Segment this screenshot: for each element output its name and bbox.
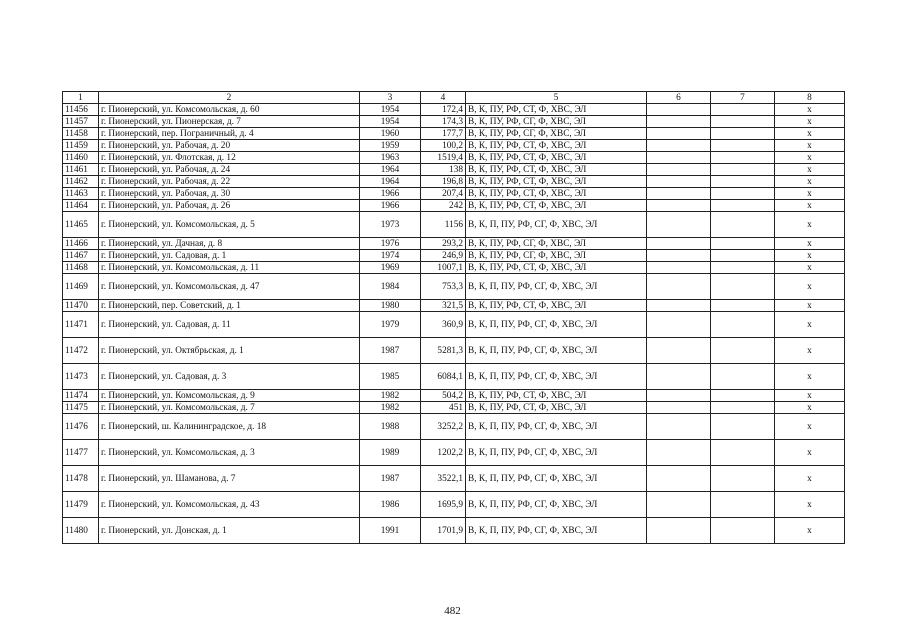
cell-col-6 (647, 466, 711, 492)
header-col-8: 8 (775, 92, 845, 104)
cell-area: 246,9 (421, 250, 466, 262)
cell-row-number: 11475 (63, 402, 99, 414)
cell-col-6 (647, 116, 711, 128)
cell-col-6 (647, 188, 711, 200)
cell-works: В, К, П, ПУ, РФ, СГ, Ф, ХВС, ЭЛ (466, 312, 647, 338)
cell-works: В, К, П, ПУ, РФ, СГ, Ф, ХВС, ЭЛ (466, 212, 647, 238)
cell-col-7 (711, 402, 775, 414)
table-row (63, 466, 845, 492)
cell-col-7 (711, 140, 775, 152)
cell-year: 1985 (360, 364, 421, 390)
cell-col-6 (647, 492, 711, 518)
cell-row-number: 11458 (63, 128, 99, 140)
cell-col-6 (647, 440, 711, 466)
cell-address: г. Пионерский, пер. Советский, д. 1 (99, 300, 360, 312)
cell-mark: х (775, 312, 845, 338)
cell-address: г. Пионерский, ул. Комсомольская, д. 43 (99, 492, 360, 518)
cell-row-number: 11464 (63, 200, 99, 212)
cell-col-7 (711, 188, 775, 200)
cell-col-7 (711, 176, 775, 188)
table-row (63, 402, 845, 414)
cell-row-number: 11465 (63, 212, 99, 238)
cell-mark: х (775, 338, 845, 364)
cell-works: В, К, ПУ, РФ, СТ, Ф, ХВС, ЭЛ (466, 152, 647, 164)
cell-mark: х (775, 212, 845, 238)
cell-mark: х (775, 250, 845, 262)
cell-col-6 (647, 164, 711, 176)
cell-col-6 (647, 104, 711, 116)
cell-row-number: 11459 (63, 140, 99, 152)
cell-year: 1986 (360, 492, 421, 518)
cell-row-number: 11456 (63, 104, 99, 116)
cell-row-number: 11473 (63, 364, 99, 390)
cell-col-7 (711, 364, 775, 390)
cell-col-6 (647, 312, 711, 338)
cell-col-6 (647, 300, 711, 312)
cell-col-6 (647, 402, 711, 414)
table-row (63, 152, 845, 164)
cell-year: 1974 (360, 250, 421, 262)
cell-row-number: 11467 (63, 250, 99, 262)
cell-mark: х (775, 402, 845, 414)
cell-row-number: 11470 (63, 300, 99, 312)
cell-mark: х (775, 390, 845, 402)
cell-row-number: 11478 (63, 466, 99, 492)
table-row (63, 140, 845, 152)
cell-mark: х (775, 176, 845, 188)
cell-year: 1987 (360, 338, 421, 364)
header-col-2: 2 (99, 92, 360, 104)
cell-col-7 (711, 466, 775, 492)
cell-mark: х (775, 518, 845, 544)
cell-col-7 (711, 262, 775, 274)
table-row (63, 212, 845, 238)
cell-col-7 (711, 390, 775, 402)
cell-col-6 (647, 176, 711, 188)
cell-row-number: 11468 (63, 262, 99, 274)
cell-area: 5281,3 (421, 338, 466, 364)
cell-area: 321,5 (421, 300, 466, 312)
cell-year: 1959 (360, 140, 421, 152)
cell-year: 1976 (360, 238, 421, 250)
cell-mark: х (775, 140, 845, 152)
cell-year: 1964 (360, 176, 421, 188)
cell-address: г. Пионерский, ул. Садовая, д. 11 (99, 312, 360, 338)
cell-area: 3252,2 (421, 414, 466, 440)
cell-col-6 (647, 238, 711, 250)
cell-year: 1980 (360, 300, 421, 312)
cell-area: 1695,9 (421, 492, 466, 518)
cell-works: В, К, П, ПУ, РФ, СГ, Ф, ХВС, ЭЛ (466, 492, 647, 518)
cell-address: г. Пионерский, ул. Пионерская, д. 7 (99, 116, 360, 128)
cell-works: В, К, ПУ, РФ, СГ, Ф, ХВС, ЭЛ (466, 250, 647, 262)
cell-row-number: 11477 (63, 440, 99, 466)
cell-address: г. Пионерский, ул. Дачная, д. 8 (99, 238, 360, 250)
cell-col-6 (647, 338, 711, 364)
cell-works: В, К, П, ПУ, РФ, СГ, Ф, ХВС, ЭЛ (466, 440, 647, 466)
header-col-6: 6 (647, 92, 711, 104)
cell-mark: х (775, 238, 845, 250)
cell-col-7 (711, 312, 775, 338)
cell-col-7 (711, 250, 775, 262)
cell-year: 1966 (360, 200, 421, 212)
cell-works: В, К, ПУ, РФ, СТ, Ф, ХВС, ЭЛ (466, 262, 647, 274)
cell-mark: х (775, 116, 845, 128)
table-row (63, 440, 845, 466)
cell-mark: х (775, 300, 845, 312)
cell-row-number: 11469 (63, 274, 99, 300)
cell-mark: х (775, 466, 845, 492)
table-row (63, 364, 845, 390)
cell-works: В, К, П, ПУ, РФ, СГ, Ф, ХВС, ЭЛ (466, 274, 647, 300)
cell-year: 1988 (360, 414, 421, 440)
cell-year: 1973 (360, 212, 421, 238)
table-header-row (63, 92, 845, 104)
cell-area: 360,9 (421, 312, 466, 338)
cell-address: г. Пионерский, пер. Пограничный, д. 4 (99, 128, 360, 140)
cell-works: В, К, ПУ, РФ, СТ, Ф, ХВС, ЭЛ (466, 390, 647, 402)
cell-area: 100,2 (421, 140, 466, 152)
cell-works: В, К, ПУ, РФ, СТ, Ф, ХВС, ЭЛ (466, 402, 647, 414)
cell-col-7 (711, 152, 775, 164)
cell-area: 504,2 (421, 390, 466, 402)
cell-address: г. Пионерский, ул. Садовая, д. 3 (99, 364, 360, 390)
cell-address: г. Пионерский, ул. Рабочая, д. 24 (99, 164, 360, 176)
cell-area: 196,8 (421, 176, 466, 188)
cell-row-number: 11479 (63, 492, 99, 518)
cell-col-6 (647, 390, 711, 402)
cell-works: В, К, П, ПУ, РФ, СГ, Ф, ХВС, ЭЛ (466, 338, 647, 364)
table-row (63, 164, 845, 176)
table-row (63, 250, 845, 262)
cell-col-6 (647, 414, 711, 440)
cell-mark: х (775, 188, 845, 200)
header-col-7: 7 (711, 92, 775, 104)
table-row (63, 338, 845, 364)
cell-col-6 (647, 250, 711, 262)
cell-area: 207,4 (421, 188, 466, 200)
cell-year: 1991 (360, 518, 421, 544)
cell-area: 293,2 (421, 238, 466, 250)
cell-works: В, К, ПУ, РФ, СТ, Ф, ХВС, ЭЛ (466, 176, 647, 188)
cell-year: 1982 (360, 390, 421, 402)
cell-col-6 (647, 262, 711, 274)
cell-area: 3522,1 (421, 466, 466, 492)
table-row (63, 200, 845, 212)
cell-area: 138 (421, 164, 466, 176)
cell-works: В, К, ПУ, РФ, СТ, Ф, ХВС, ЭЛ (466, 188, 647, 200)
cell-mark: х (775, 200, 845, 212)
cell-year: 1969 (360, 262, 421, 274)
cell-works: В, К, ПУ, РФ, СТ, Ф, ХВС, ЭЛ (466, 140, 647, 152)
cell-works: В, К, П, ПУ, РФ, СГ, Ф, ХВС, ЭЛ (466, 364, 647, 390)
table-row (63, 390, 845, 402)
cell-row-number: 11480 (63, 518, 99, 544)
cell-mark: х (775, 414, 845, 440)
table-row (63, 238, 845, 250)
cell-area: 451 (421, 402, 466, 414)
cell-col-7 (711, 492, 775, 518)
cell-address: г. Пионерский, ул. Комсомольская, д. 9 (99, 390, 360, 402)
cell-row-number: 11460 (63, 152, 99, 164)
cell-year: 1989 (360, 440, 421, 466)
cell-address: г. Пионерский, ул. Рабочая, д. 20 (99, 140, 360, 152)
cell-area: 1156 (421, 212, 466, 238)
cell-address: г. Пионерский, ул. Донская, д. 1 (99, 518, 360, 544)
cell-area: 172,4 (421, 104, 466, 116)
housing-register-table (62, 91, 845, 544)
cell-address: г. Пионерский, ш. Калининградское, д. 18 (99, 414, 360, 440)
cell-address: г. Пионерский, ул. Рабочая, д. 30 (99, 188, 360, 200)
table-row (63, 188, 845, 200)
cell-col-7 (711, 274, 775, 300)
cell-year: 1979 (360, 312, 421, 338)
cell-mark: х (775, 152, 845, 164)
cell-area: 1519,4 (421, 152, 466, 164)
cell-col-7 (711, 164, 775, 176)
cell-col-7 (711, 212, 775, 238)
cell-col-6 (647, 128, 711, 140)
cell-area: 753,3 (421, 274, 466, 300)
cell-year: 1966 (360, 188, 421, 200)
cell-works: В, К, ПУ, РФ, СТ, Ф, ХВС, ЭЛ (466, 164, 647, 176)
cell-col-7 (711, 518, 775, 544)
cell-address: г. Пионерский, ул. Садовая, д. 1 (99, 250, 360, 262)
cell-col-6 (647, 518, 711, 544)
cell-address: г. Пионерский, ул. Октябрьская, д. 1 (99, 338, 360, 364)
cell-mark: х (775, 492, 845, 518)
cell-year: 1963 (360, 152, 421, 164)
cell-address: г. Пионерский, ул. Комсомольская, д. 60 (99, 104, 360, 116)
cell-col-6 (647, 140, 711, 152)
cell-works: В, К, ПУ, РФ, СГ, Ф, ХВС, ЭЛ (466, 116, 647, 128)
cell-mark: х (775, 164, 845, 176)
table-row (63, 262, 845, 274)
cell-works: В, К, ПУ, РФ, СГ, Ф, ХВС, ЭЛ (466, 128, 647, 140)
cell-mark: х (775, 364, 845, 390)
cell-col-7 (711, 104, 775, 116)
cell-area: 1007,1 (421, 262, 466, 274)
cell-area: 177,7 (421, 128, 466, 140)
table-row (63, 492, 845, 518)
table-row (63, 274, 845, 300)
cell-mark: х (775, 262, 845, 274)
cell-works: В, К, П, ПУ, РФ, СГ, Ф, ХВС, ЭЛ (466, 414, 647, 440)
cell-year: 1954 (360, 116, 421, 128)
table-row (63, 300, 845, 312)
cell-col-6 (647, 212, 711, 238)
table-row (63, 518, 845, 544)
cell-area: 242 (421, 200, 466, 212)
cell-area: 1202,2 (421, 440, 466, 466)
cell-address: г. Пионерский, ул. Флотская, д. 12 (99, 152, 360, 164)
cell-row-number: 11463 (63, 188, 99, 200)
table-row (63, 104, 845, 116)
cell-col-7 (711, 200, 775, 212)
cell-mark: х (775, 274, 845, 300)
cell-col-6 (647, 274, 711, 300)
cell-year: 1954 (360, 104, 421, 116)
cell-col-7 (711, 440, 775, 466)
table-row (63, 312, 845, 338)
table-row (63, 176, 845, 188)
cell-mark: х (775, 440, 845, 466)
cell-works: В, К, П, ПУ, РФ, СГ, Ф, ХВС, ЭЛ (466, 466, 647, 492)
cell-col-7 (711, 414, 775, 440)
cell-year: 1960 (360, 128, 421, 140)
cell-address: г. Пионерский, ул. Рабочая, д. 26 (99, 200, 360, 212)
cell-works: В, К, ПУ, РФ, СГ, Ф, ХВС, ЭЛ (466, 238, 647, 250)
cell-col-7 (711, 238, 775, 250)
cell-works: В, К, ПУ, РФ, СТ, Ф, ХВС, ЭЛ (466, 200, 647, 212)
cell-col-6 (647, 364, 711, 390)
cell-address: г. Пионерский, ул. Комсомольская, д. 5 (99, 212, 360, 238)
cell-row-number: 11471 (63, 312, 99, 338)
cell-col-7 (711, 116, 775, 128)
header-col-5: 5 (466, 92, 647, 104)
cell-year: 1982 (360, 402, 421, 414)
cell-row-number: 11462 (63, 176, 99, 188)
cell-col-7 (711, 338, 775, 364)
cell-area: 1701,9 (421, 518, 466, 544)
cell-address: г. Пионерский, ул. Комсомольская, д. 11 (99, 262, 360, 274)
cell-year: 1984 (360, 274, 421, 300)
cell-mark: х (775, 128, 845, 140)
cell-year: 1964 (360, 164, 421, 176)
cell-address: г. Пионерский, ул. Комсомольская, д. 47 (99, 274, 360, 300)
cell-works: В, К, ПУ, РФ, СТ, Ф, ХВС, ЭЛ (466, 300, 647, 312)
cell-col-7 (711, 128, 775, 140)
cell-works: В, К, П, ПУ, РФ, СГ, Ф, ХВС, ЭЛ (466, 518, 647, 544)
cell-address: г. Пионерский, ул. Шаманова, д. 7 (99, 466, 360, 492)
cell-row-number: 11476 (63, 414, 99, 440)
cell-mark: х (775, 104, 845, 116)
header-col-4: 4 (421, 92, 466, 104)
table-row (63, 116, 845, 128)
cell-row-number: 11466 (63, 238, 99, 250)
cell-col-6 (647, 200, 711, 212)
cell-col-6 (647, 152, 711, 164)
cell-address: г. Пионерский, ул. Комсомольская, д. 3 (99, 440, 360, 466)
cell-row-number: 11457 (63, 116, 99, 128)
table-row (63, 414, 845, 440)
cell-area: 6084,1 (421, 364, 466, 390)
table-row (63, 128, 845, 140)
cell-area: 174,3 (421, 116, 466, 128)
cell-row-number: 11472 (63, 338, 99, 364)
cell-address: г. Пионерский, ул. Рабочая, д. 22 (99, 176, 360, 188)
cell-row-number: 11474 (63, 390, 99, 402)
cell-works: В, К, ПУ, РФ, СТ, Ф, ХВС, ЭЛ (466, 104, 647, 116)
header-col-1: 1 (63, 92, 99, 104)
cell-address: г. Пионерский, ул. Комсомольская, д. 7 (99, 402, 360, 414)
cell-year: 1987 (360, 466, 421, 492)
header-col-3: 3 (360, 92, 421, 104)
cell-row-number: 11461 (63, 164, 99, 176)
cell-col-7 (711, 300, 775, 312)
page-number: 482 (444, 605, 461, 617)
